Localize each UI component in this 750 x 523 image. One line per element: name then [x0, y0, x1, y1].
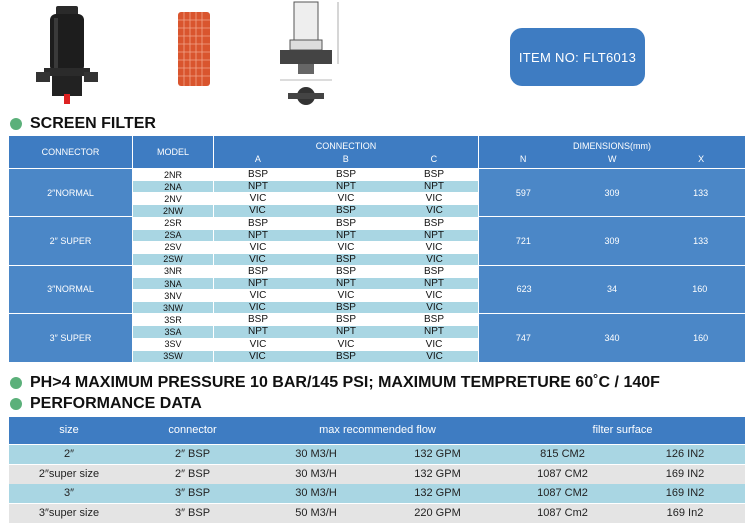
connection-c: VIC — [425, 241, 443, 253]
connection-b: NPT — [336, 326, 356, 338]
screen-filter-heading — [10, 115, 156, 133]
connection-b: BSP — [335, 205, 356, 217]
dimensions-cell — [479, 169, 745, 216]
bullet-icon — [10, 398, 22, 410]
model-cell: 3NV — [133, 290, 213, 301]
perf-header-surface: filter surface — [592, 424, 653, 436]
perf-flow-m3: 50 M3/H — [295, 506, 337, 519]
perf-connector: 3″ BSP — [174, 487, 211, 499]
connection-b: BSP — [335, 169, 356, 181]
connection-b: BSP — [335, 302, 356, 314]
model-cell: 2SV — [133, 242, 213, 253]
connection-row — [214, 254, 478, 265]
connector-cell: 2″ SUPER — [9, 217, 132, 264]
model-cell: 3SR — [133, 314, 213, 325]
model-cell: 2NV — [133, 193, 213, 204]
connection-row — [214, 278, 478, 289]
header-connector: CONNECTOR — [9, 136, 132, 168]
connection-a: BSP — [247, 169, 268, 181]
header-n: N — [519, 153, 527, 164]
perf-surf-cm: 1087 Cm2 — [537, 506, 588, 519]
connection-c: NPT — [424, 326, 444, 338]
perf-size: 3″super size — [38, 506, 100, 519]
connection-b: BSP — [335, 265, 356, 277]
perf-size: 3″ — [63, 487, 74, 499]
connection-b: VIC — [337, 241, 355, 253]
perf-flow-gpm: 220 GPM — [414, 506, 461, 519]
performance-title: PERFORMANCE DATA — [30, 395, 202, 412]
header-w: W — [607, 153, 617, 164]
technical-drawing-image — [266, 0, 346, 108]
connection-a: NPT — [248, 229, 268, 241]
perf-row — [9, 465, 745, 484]
model-cell: 3SA — [133, 326, 213, 337]
connection-b: NPT — [336, 278, 356, 290]
connection-row — [214, 217, 478, 228]
connection-row — [214, 205, 478, 216]
dimension-n: 597 — [515, 187, 531, 198]
connection-row — [214, 314, 478, 325]
connection-c: VIC — [426, 350, 443, 362]
screen-filter-table — [9, 136, 745, 362]
connection-c: NPT — [424, 181, 444, 193]
performance-heading — [10, 395, 202, 413]
header-dimensions-label: DIMENSIONS(mm) — [573, 140, 651, 151]
item-number-badge: ITEM NO: FLT6013 — [510, 28, 645, 86]
dimension-x: 133 — [693, 236, 709, 247]
dimension-w: 309 — [604, 187, 620, 198]
connection-b: NPT — [336, 181, 356, 193]
screen-element-image — [176, 10, 212, 88]
connection-b: VIC — [337, 290, 355, 302]
connection-c: BSP — [423, 217, 444, 229]
connection-a: VIC — [249, 193, 267, 205]
connection-c: VIC — [426, 302, 443, 314]
connection-c: VIC — [425, 193, 443, 205]
model-cell: 3NW — [133, 302, 213, 313]
connection-a: VIC — [249, 290, 267, 302]
connection-a: BSP — [247, 314, 268, 326]
dimension-x: 160 — [692, 284, 708, 295]
model-cell: 3NR — [133, 266, 213, 277]
connector-cell: 3″ SUPER — [9, 314, 132, 361]
connection-a: VIC — [249, 205, 266, 217]
header-connection-label: CONNECTION — [315, 140, 377, 151]
model-cell: 3SW — [133, 351, 213, 362]
connection-a: NPT — [248, 326, 268, 338]
connection-a: VIC — [249, 302, 266, 314]
dimension-n: 721 — [515, 236, 531, 247]
model-cell: 2SW — [133, 254, 213, 265]
bullet-icon — [10, 118, 22, 130]
perf-flow-gpm: 132 GPM — [414, 487, 461, 499]
connection-b: BSP — [335, 350, 356, 362]
dimension-w: 340 — [604, 332, 620, 343]
perf-size: 2″super size — [38, 467, 100, 480]
perf-surf-in: 126 IN2 — [665, 448, 705, 460]
connection-c: VIC — [426, 253, 443, 265]
perf-flow-m3: 30 M3/H — [295, 467, 337, 480]
connector-cell: 2″NORMAL — [9, 169, 132, 216]
header-b: B — [342, 153, 349, 164]
connection-row — [214, 338, 478, 349]
perf-flow-gpm: 132 GPM — [414, 448, 461, 460]
connection-a: VIC — [249, 253, 266, 265]
perf-row — [9, 484, 745, 503]
perf-surf-in: 169 IN2 — [665, 487, 705, 499]
perf-size: 2″ — [63, 448, 74, 460]
perf-surf-cm: 1087 CM2 — [537, 467, 588, 480]
dimension-n: 747 — [515, 332, 531, 343]
dimensions-cell — [479, 266, 745, 313]
dimension-w: 34 — [606, 284, 617, 295]
connection-row — [214, 193, 478, 204]
perf-surf-in: 169 IN2 — [665, 467, 705, 480]
connection-row — [214, 302, 478, 313]
perf-row — [9, 445, 745, 464]
perf-surf-in: 169 In2 — [666, 506, 704, 519]
pressure-title: PH>4 MAXIMUM PRESSURE 10 BAR/145 PSI; MAXIMUM TEMPRETURE 60˚C / 140F — [30, 374, 660, 391]
dimension-w: 309 — [604, 236, 620, 247]
connection-c: VIC — [425, 290, 443, 302]
model-cell: 2NW — [133, 205, 213, 216]
model-cell: 2SR — [133, 217, 213, 228]
header-c: C — [430, 153, 438, 164]
connection-row — [214, 326, 478, 337]
connection-row — [214, 181, 478, 192]
disc-filter-image — [36, 6, 98, 106]
perf-surf-cm: 815 CM2 — [540, 448, 585, 460]
bullet-icon — [10, 377, 22, 389]
connection-a: BSP — [247, 217, 268, 229]
connection-b: VIC — [337, 338, 355, 350]
perf-connector: 2″ BSP — [174, 467, 211, 480]
perf-flow-gpm: 132 GPM — [414, 467, 461, 480]
connection-c: NPT — [424, 278, 444, 290]
perf-header-size: size — [59, 424, 79, 436]
model-cell: 2NR — [133, 169, 213, 180]
connection-a: VIC — [249, 350, 266, 362]
perf-flow-m3: 30 M3/H — [295, 448, 337, 460]
connection-row — [214, 266, 478, 277]
perf-flow-m3: 30 M3/H — [295, 487, 337, 499]
model-cell: 2NA — [133, 181, 213, 192]
connection-a: BSP — [247, 265, 268, 277]
connection-row — [214, 351, 478, 362]
connection-c: VIC — [425, 338, 443, 350]
connection-row — [214, 242, 478, 253]
connection-b: BSP — [335, 314, 356, 326]
connection-a: VIC — [249, 241, 267, 253]
connector-cell: 3″NORMAL — [9, 266, 132, 313]
dimensions-cell — [479, 314, 745, 361]
connection-row — [214, 230, 478, 241]
screen-filter-title: SCREEN FILTER — [30, 115, 156, 132]
dimension-x: 133 — [693, 187, 709, 198]
model-cell: 3SV — [133, 338, 213, 349]
perf-connector: 3″ BSP — [174, 506, 211, 519]
connection-b: BSP — [335, 217, 356, 229]
dimension-x: 160 — [693, 332, 709, 343]
dimension-n: 623 — [516, 284, 532, 295]
performance-table — [9, 417, 745, 523]
model-cell: 2SA — [133, 230, 213, 241]
header-a: A — [254, 153, 261, 164]
connection-b: BSP — [335, 253, 356, 265]
header-x: X — [698, 153, 705, 164]
connection-c: BSP — [423, 265, 444, 277]
perf-connector: 2″ BSP — [174, 448, 211, 460]
header-connection — [214, 136, 478, 168]
perf-surf-cm: 1087 CM2 — [537, 487, 588, 499]
perf-header-flow: max recommended flow — [319, 424, 436, 436]
perf-header-connector: connector — [168, 424, 217, 436]
connection-a: NPT — [248, 181, 268, 193]
connection-row — [214, 169, 478, 180]
dimensions-cell — [479, 217, 745, 264]
connection-row — [214, 290, 478, 301]
connection-c: BSP — [423, 169, 444, 181]
connection-a: NPT — [248, 278, 268, 290]
connection-c: NPT — [424, 229, 444, 241]
connection-c: VIC — [426, 205, 443, 217]
model-cell: 3NA — [133, 278, 213, 289]
connection-a: VIC — [249, 338, 267, 350]
pressure-heading — [10, 374, 660, 392]
connection-b: NPT — [336, 229, 356, 241]
perf-row — [9, 504, 745, 523]
perf-header-row — [9, 417, 745, 444]
connection-b: VIC — [337, 193, 355, 205]
header-model: MODEL — [133, 136, 213, 168]
connection-c: BSP — [423, 314, 444, 326]
header-dimensions — [479, 136, 745, 168]
